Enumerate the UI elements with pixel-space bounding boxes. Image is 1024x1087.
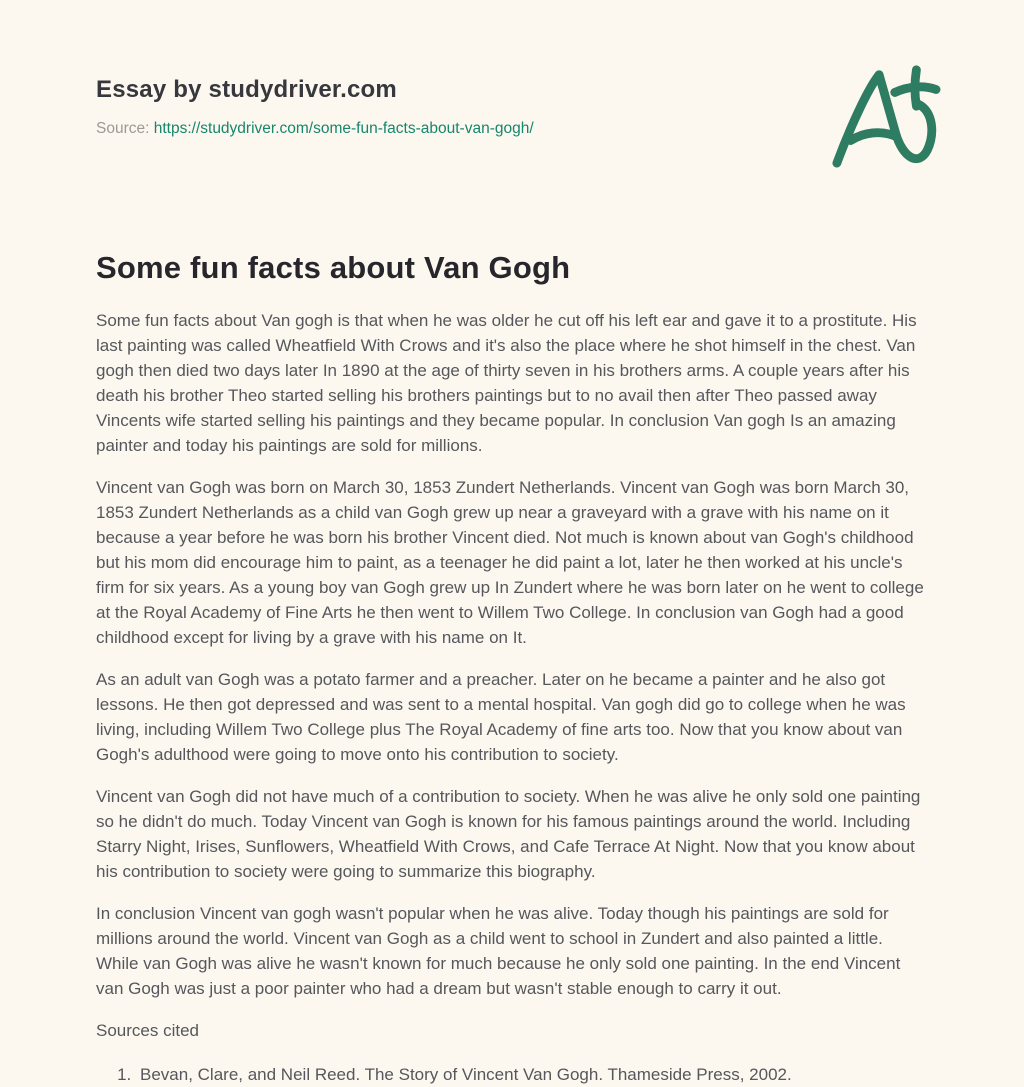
source-line <box>96 120 928 138</box>
essay-paragraph-4: Vincent van Gogh did not have much of a contribution to society. When he was alive he only sold one painting so he didn't do much. Today Vincent van Gogh is known for his famous paintings around the world. Including Starry Night, Irises, Sunflowers, Wheatfield With Crows, and Cafe Terrace At Night. Now that you know about his contribution to society were going to summarize this biography. <box>96 787 921 881</box>
source-label: Source: <box>96 120 150 137</box>
header-title: Essay by studydriver.com <box>96 76 397 103</box>
citation-item: 1. Bevan, Clare, and Neil Reed. The Story of Vincent Van Gogh. Thameside Press, 2002. <box>136 1062 928 1087</box>
essay-title: Some fun facts about Van Gogh <box>96 250 571 285</box>
essay-paragraph-1: Some fun facts about Van gogh is that when he was older he cut off his left ear and gave it to a prostitute. His last painting was called Wheatfield With Crows and it's also the place where he shot himself in the chest. Van gogh then died two days later In 1890 at the age of thirty seven in his brothers arms. A couple years after his death his brother Theo started selling his brothers paintings but to no avail then after Theo passed away Vincents wife started selling his paintings and they became popular. In conclusion Van gogh Is an amazing painter and today his paintings are sold for millions. <box>96 311 917 455</box>
source-link[interactable]: https://studydriver.com/some-fun-facts-about-van-gogh/ <box>153 120 534 137</box>
citation-list <box>96 1062 928 1087</box>
essay-paragraph-5: In conclusion Vincent van gogh wasn't popular when he was alive. Today though his paintings are sold for millions around the world. Vincent van Gogh as a child went to school in Zundert and also painted a little. While van Gogh was alive he wasn't known for much because he only sold one painting. In the end Vincent van Gogh was just a poor painter who had a dream but wasn't stable enough to carry it out. <box>96 904 901 998</box>
sources-heading: Sources cited <box>96 1021 199 1040</box>
a-plus-logo-icon <box>830 62 938 170</box>
document-header <box>96 76 928 138</box>
essay-paragraph-2: Vincent van Gogh was born on March 30, 1853 Zundert Netherlands. Vincent van Gogh was born March 30, 1853 Zundert Netherlands as a child van Gogh grew up near a graveyard with a grave with his name on it because a year before he was born his brother Vincent died. Not much is known about van Gogh's childhood but his mom did encourage him to paint, as a teenager he did paint a lot, later he then worked at his uncle's firm for six years. As a young boy van Gogh grew up In Zundert where he was born later on he went to college at the Royal Academy of Fine Arts he then went to Willem Two College. In conclusion van Gogh had a good childhood except for living by a grave with his name on It. <box>96 478 924 647</box>
essay-body <box>96 308 928 1087</box>
essay-paragraph-3: As an adult van Gogh was a potato farmer and a preacher. Later on he became a painter and he also got lessons. He then got depressed and was sent to a mental hospital. Van gogh did go to college when he was living, including Willem Two College plus The Royal Academy of fine arts too. Now that you know about van Gogh's adulthood were going to move onto his contribution to society. <box>96 670 906 764</box>
